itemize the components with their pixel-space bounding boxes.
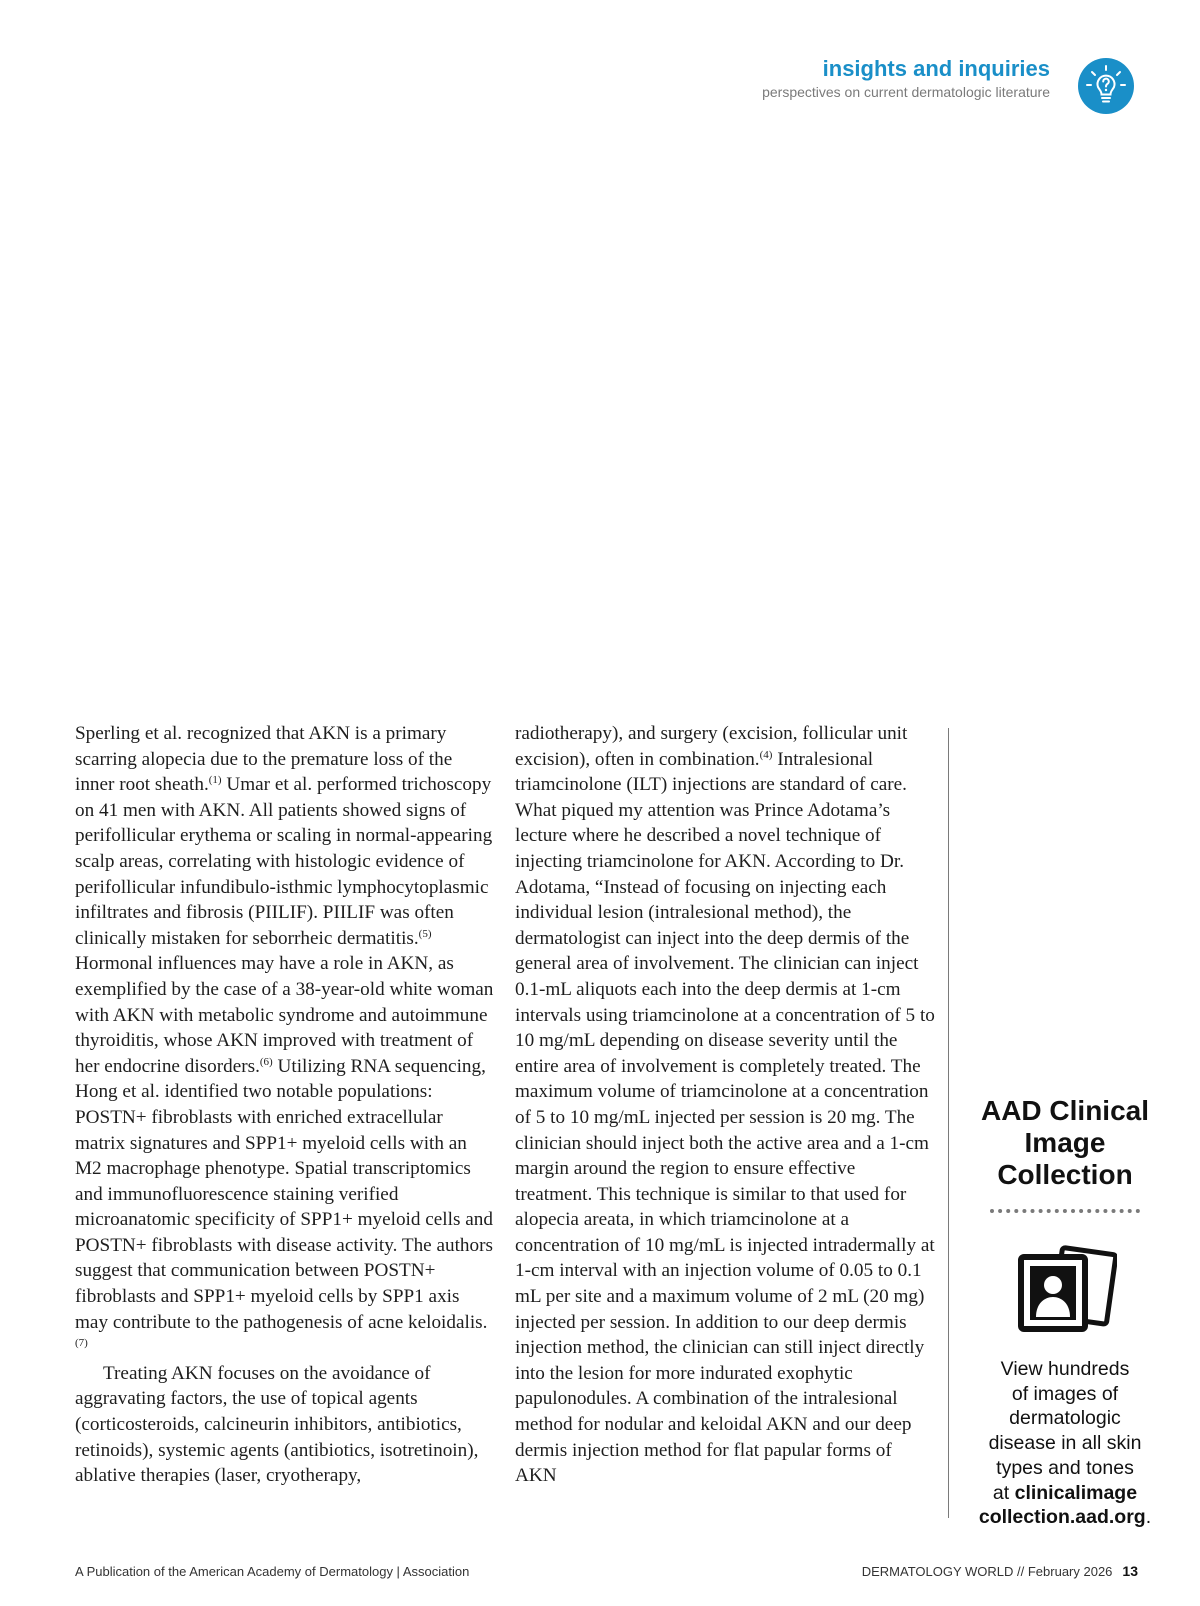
- magazine-issue: DERMATOLOGY WORLD // February 2026: [861, 1564, 1113, 1579]
- citation-marker: (7): [75, 1337, 88, 1350]
- lightbulb-question-icon: [1078, 58, 1134, 114]
- sidebar-desc-line: types and tones: [996, 1456, 1134, 1479]
- paragraph: [75, 721, 495, 1361]
- citation-marker: (4): [759, 748, 773, 761]
- text-run: radiotherapy), and surgery (excision, follicular unit excision), often in combination.: [515, 723, 908, 770]
- paragraph: [515, 721, 935, 1489]
- text-run: Umar et al. performed trichoscopy on 41 men with AKN. All patients showed signs of perifollicular erythema or scaling in normal-appearing scalp areas, correlating with histologic evidence of perifollicular infundibulo-isthmic lymphocytoplasmic infiltrates and fibrosis (PIILIF). PIILIF was often clinically mistaken for seborrheic dermatitis.: [75, 774, 493, 949]
- section-subtitle: perspectives on current dermatologic literature: [762, 84, 1050, 100]
- photo-gallery-icon: [1013, 1243, 1117, 1335]
- citation-marker: (6): [259, 1055, 273, 1068]
- article-column-right: [515, 721, 935, 1489]
- sidebar-desc-line: dermatologic: [1009, 1407, 1121, 1430]
- column-divider: [948, 728, 949, 1518]
- article-column-left: [75, 721, 495, 1489]
- collection-link[interactable]: collection.aad.org: [978, 1506, 1146, 1529]
- sidebar-title: [970, 1095, 1160, 1191]
- text-run: Intralesional triamcinolone (ILT) injections are standard of care. What piqued my attention was Prince Adotama’s lecture where he described a novel technique of injecting triamcinolone for AKN. According to Dr. Adotama, “Instead of focusing on injecting each individual lesion (intralesional method), the dermatologist can inject into the deep dermis of the general area of involvement. The clinician can inject 0.1-mL aliquots each into the deep dermis at 1-cm intervals using triamcinolone at a concentration of 5 to 10 mg/mL depending on disease severity until the entire area of involvement is completely treated. The maximum volume of triamcinolone at a concentration of 5 to 10 mg/mL injected per session is 20 mg. The clinician should inject both the active area and a 1-cm margin around the region to ensure effective treatment. This technique is similar to that used for alopecia areata, in which triamcinolone at a concentration of 10 mg/mL is injected intradermally at 1-cm interval with an injection volume of 0.05 to 0.1 mL per site and a maximum volume of 2 mL (20 mg) injected per session. In addition to our deep dermis injection method, the clinician can still inject directly into the lesion for more indurated exophytic papulonodules. A combination of the intralesional method for nodular and keloidal AKN and our deep dermis injection method for flat papular forms of AKN: [515, 748, 935, 1487]
- sidebar-title-line: Image: [1024, 1127, 1106, 1158]
- text-run: Sperling et al. recognized that AKN is a primary scarring alopecia due to the premature loss of the inner root sheath.: [75, 723, 453, 796]
- magazine-footer: [862, 1563, 1138, 1579]
- text-run: Treating AKN focuses on the avoidance of aggravating factors, the use of topical agents (corticosteroids, calcineurin inhibitors, antibiotics, retinoids), systemic agents (antibiotics, isotretinoin), ablative therapies (laser, cryotherapy,: [75, 1362, 479, 1487]
- citation-marker: (1): [208, 774, 222, 787]
- link-prefix: at: [992, 1481, 1015, 1504]
- sidebar-title-line: Collection: [997, 1159, 1133, 1190]
- section-header: [762, 56, 1050, 102]
- link-suffix: .: [1145, 1506, 1152, 1529]
- text-run: Hormonal influences may have a role in AKN, as exemplified by the case of a 38-year-old white woman with AKN with metabolic syndrome and autoimmune thyroiditis, whose AKN improved with treatment of her endocrine disorders.: [75, 953, 494, 1077]
- sidebar-description: [970, 1357, 1160, 1530]
- publisher-footer: A Publication of the American Academy of Dermatology | Association: [75, 1564, 470, 1579]
- citation-marker: (5): [418, 927, 432, 940]
- section-title: insights and inquiries: [822, 56, 1050, 81]
- sidebar-desc-line: disease in all skin: [988, 1432, 1142, 1455]
- clinical-image-collection-sidebar: [970, 1095, 1160, 1530]
- paragraph: [75, 1361, 495, 1489]
- sidebar-desc-line: of images of: [1011, 1382, 1119, 1405]
- page-number: 13: [1122, 1563, 1138, 1579]
- sidebar-desc-line: View hundreds: [1000, 1358, 1130, 1380]
- text-run: Utilizing RNA sequencing, Hong et al. identified two notable populations: POSTN+ fibroblasts with enriched extracellular matrix signatures and SPP1+ myeloid cells with an M2 macrophage phenotype. Spatial transcriptomics and immunofluorescence staining verified microanatomic specificity of SPP1+ myeloid cells and POSTN+ fibroblasts with disease activity. The authors suggest that communication between POSTN+ fibroblasts and SPP1+ myeloid cells by SPP1 axis may contribute to the pathogenesis of acne keloidalis.: [75, 1055, 493, 1333]
- dotted-divider: [990, 1209, 1140, 1213]
- sidebar-title-line: AAD Clinical: [980, 1095, 1150, 1126]
- collection-link[interactable]: clinicalimage: [1014, 1481, 1138, 1504]
